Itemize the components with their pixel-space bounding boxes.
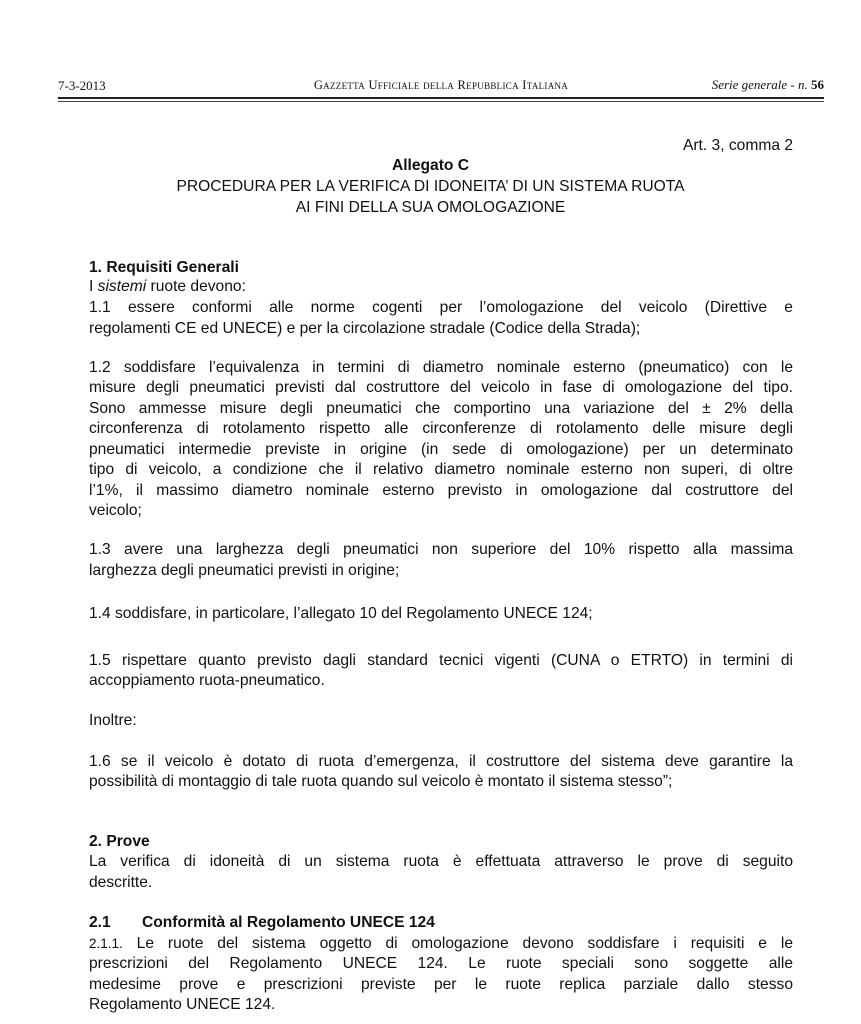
header-series-number: 56 [811, 77, 824, 92]
header-series [712, 77, 824, 93]
inoltre-label: Inoltre: [89, 712, 137, 729]
header-rule-thin [58, 101, 824, 102]
para-1-1-line2: regolamenti CE ed UNECE) e per la circolazione stradale (Codice della Strada); [89, 320, 641, 337]
section2-intro-line1: La verifica di idoneità di un sistema ruota è effettuata attraverso le prove di seguito [89, 853, 793, 870]
subsection-2-1-number: 2.1 [89, 914, 111, 931]
procedure-title-line2: AI FINI DELLA SUA OMOLOGAZIONE [295, 199, 566, 216]
para-1-2-line1: 1.2 soddisfare l’equivalenza in termini di diametro nominale esterno (pneumatico) con le [89, 359, 793, 376]
para-1-2-line8: veicolo; [89, 502, 142, 519]
para-2-1-1-number: 2.1.1. [89, 936, 123, 951]
running-header [58, 76, 824, 96]
para-1-1-line1: 1.1 essere conformi alle norme cogenti per l’omologazione del veicolo (Direttive e [89, 299, 793, 316]
intro-post: ruote devono: [146, 278, 246, 295]
para-2-1-1-line2: prescrizioni del Regolamento UNECE 124. Le ruote speciali sono soggette alle [89, 955, 793, 972]
para-1-6-line2: possibilità di montaggio di tale ruota quando sul veicolo è montato il sistema stesso”; [89, 773, 673, 790]
annex-title: Allegato C [391, 157, 470, 174]
para-2-1-1-line3: medesime prove e prescrizioni previste per le ruote replica parziale dallo stesso [89, 976, 793, 993]
header-series-sep: - n. [787, 77, 811, 92]
para-1-2-line3: Sono ammesse misure degli pneumatici che comportino una variazione del ± 2% della [89, 400, 793, 417]
intro-pre: I [89, 278, 98, 295]
section1-heading: 1. Requisiti Generali [89, 259, 239, 276]
section1-intro [89, 277, 793, 297]
para-1-2-line5: pneumatici intermedie previste in origine (in sede di omologazione) per un determinato [89, 441, 793, 458]
para-1-2-line6: tipo di veicolo, a condizione che il relativo diametro nominale esterno non superi, di oltre [89, 461, 793, 478]
header-rule-thick [58, 97, 824, 99]
para-1-2-line7: l’1%, il massimo diametro nominale esterno previsto in omologazione dal costruttore del [89, 482, 793, 499]
para-1-6-line1: 1.6 se il veicolo è dotato di ruota d’emergenza, il costruttore del sistema deve garantire la [89, 753, 793, 770]
subsection-2-1-heading [89, 913, 793, 933]
para-1-5-line2: accoppiamento ruota-pneumatico. [89, 672, 325, 689]
section2-intro-line2: descritte. [89, 874, 153, 891]
para-1-4: 1.4 soddisfare, in particolare, l’allegato 10 del Regolamento UNECE 124; [89, 605, 593, 622]
para-2-1-1-line4: Regolamento UNECE 124. [89, 996, 276, 1013]
para-1-5-line1: 1.5 rispettare quanto previsto dagli standard tecnici vigenti (CUNA o ETRTO) in termini di [89, 652, 793, 669]
article-reference: Art. 3, comma 2 [682, 137, 793, 154]
header-gazette-title: Gazzetta Ufficiale della Repubblica Italiana [313, 78, 569, 92]
header-series-label: Serie generale [711, 77, 788, 92]
header-date: 7-3-2013 [58, 78, 106, 93]
subsection-2-1-title: Conformità al Regolamento UNECE 124 [142, 914, 435, 931]
para-1-3-line1: 1.3 avere una larghezza degli pneumatici non superiore del 10% rispetto alla massima [89, 541, 793, 558]
para-1-2-line2: misure degli pneumatici previsti dal costruttore del veicolo in fase di omologazione del tipo. [89, 379, 793, 396]
para-1-2-line4: circonferenza di rotolamento rispetto alle circonferenze di rotolamento delle misure degli [89, 420, 793, 437]
para-1-3-line2: larghezza degli pneumatici previsti in origine; [89, 562, 400, 579]
section2-heading: 2. Prove [89, 833, 150, 850]
para-2-1-1-text1: Le ruote del sistema oggetto di omologazione devono soddisfare i requisiti e le [122, 935, 793, 952]
procedure-title-line1: PROCEDURA PER LA VERIFICA DI IDONEITA’ DI UN SISTEMA RUOTA [176, 178, 685, 195]
intro-emphasis: sistemi [97, 278, 147, 295]
para-2-1-1-line1 [89, 934, 793, 954]
